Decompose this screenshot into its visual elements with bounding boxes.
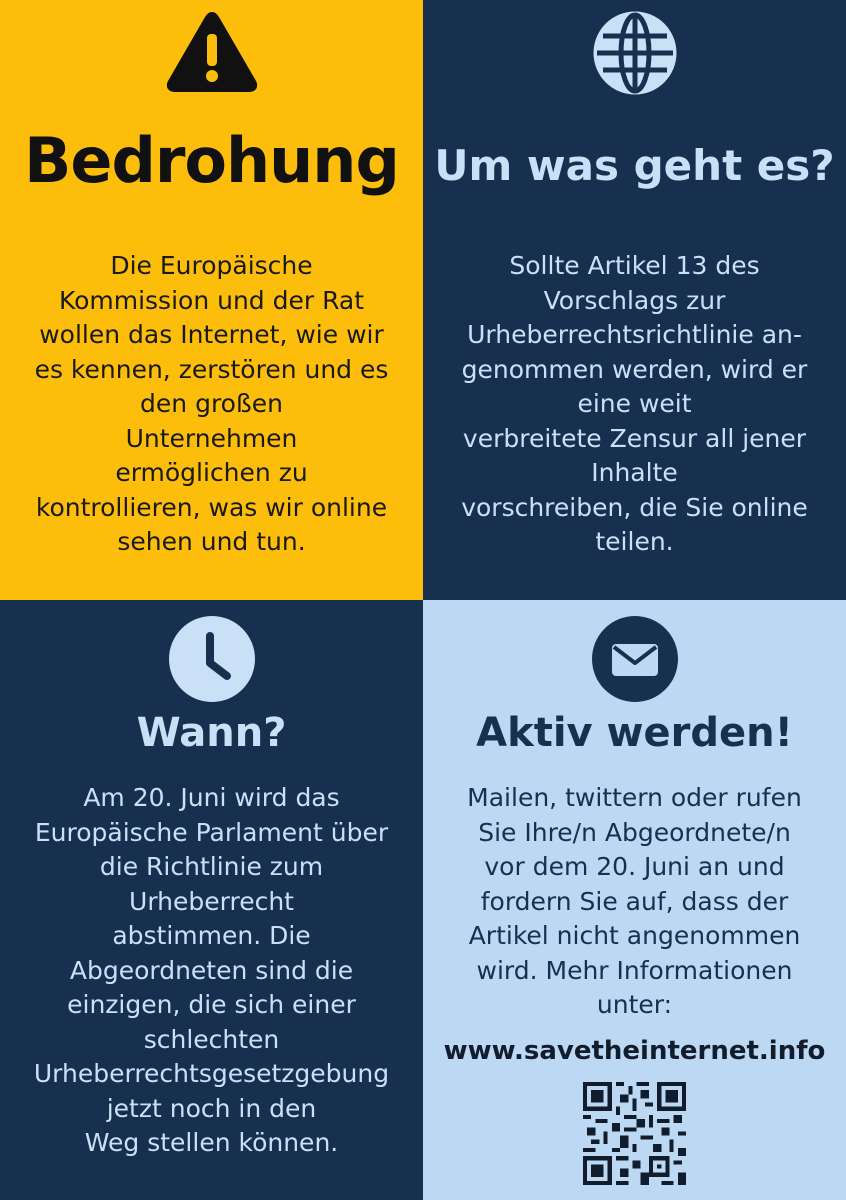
globe-icon (592, 10, 678, 96)
warning-icon (164, 8, 260, 94)
panel-title: Wann? (136, 710, 287, 756)
panel-about (423, 0, 846, 600)
panel-when (0, 600, 423, 1200)
panel-title: Aktiv werden! (476, 710, 793, 756)
panel-body: Am 20. Juni wird das Europäische Parlament über die Richtlinie zum Urheberrecht abstimmen. Die Abgeordneten sind die einzigen, die sich einer schlechten Urheberrechtsgesetzgebung jetzt noch in den Weg stellen können. (33, 783, 390, 1157)
panel-title: Um was geht es? (434, 141, 835, 190)
clock-icon (169, 616, 255, 702)
qr-code-icon[interactable] (583, 1082, 686, 1185)
panel-body: Die Europäische Kommission und der Rat wollen das Internet, wie wir es kennen, zerstören und es den großen Unternehmen ermöglichen zu kontrollieren, was wir online sehen und tun. (34, 251, 389, 556)
panel-act (423, 600, 846, 1200)
website-link[interactable]: www.savetheinternet.info (443, 1036, 826, 1066)
envelope-icon (592, 616, 678, 702)
panel-body: Sollte Artikel 13 des Vorschlags zur Urheberrechtsrichtlinie an- genommen werden, wird er eine weit verbreitete Zensur all jener Inhalte vorschreiben, die Sie online teilen. (461, 251, 808, 556)
panel-title: Bedrohung (24, 124, 399, 197)
panel-body: Mailen, twittern oder rufen Sie Ihre/n Abgeordnete/n vor dem 20. Juni an und fordern Sie auf, dass der Artikel nicht angenommen wird. Mehr Informationen unter: (467, 783, 802, 1019)
panel-threat (0, 0, 423, 600)
